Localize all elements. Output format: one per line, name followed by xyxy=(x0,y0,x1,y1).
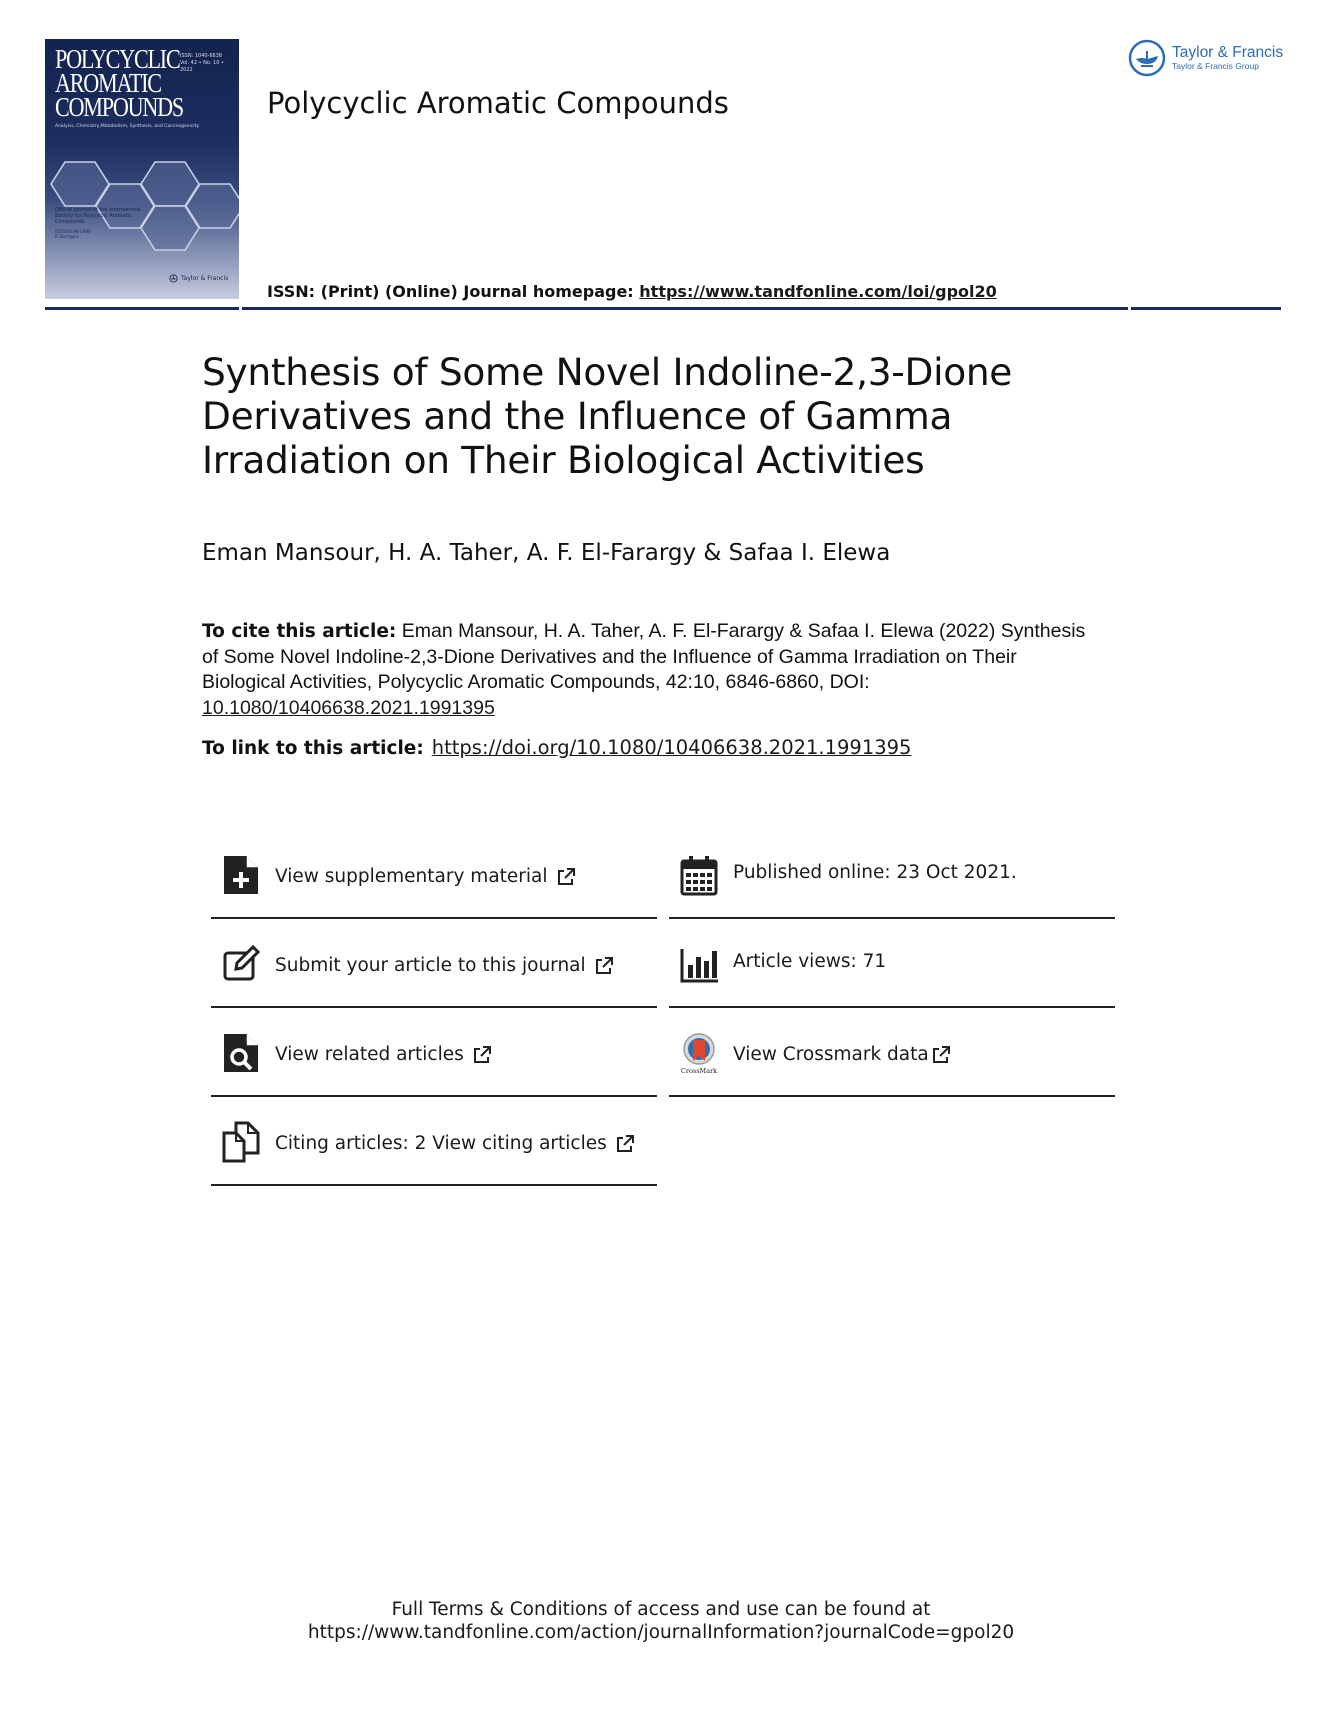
cover-title: POLYCYCLIC AROMATIC COMPOUNDS xyxy=(55,44,183,122)
footer-terms xyxy=(0,1598,1322,1644)
link-label: To link to this article: xyxy=(202,738,424,759)
cover-publisher-label: Taylor & Francis xyxy=(181,275,229,282)
views-label-row xyxy=(733,951,886,972)
citing-articles-cell[interactable] xyxy=(211,1097,657,1186)
related-label-row xyxy=(275,1044,492,1065)
crossmark-cell[interactable] xyxy=(669,1008,1115,1097)
journal-name: Polycyclic Aromatic Compounds xyxy=(267,86,729,120)
submit-label-row xyxy=(275,955,614,976)
footer-line-1: Full Terms & Conditions of access and use can be found at xyxy=(391,1599,931,1620)
cover-society-text: Official Journal of the International Society for Polycyclic Aromatic Compounds xyxy=(55,207,141,225)
cite-doi-link[interactable]: 10.1080/10406638.2021.1991395 xyxy=(202,696,495,719)
journal-cover-image xyxy=(45,39,239,299)
crossmark-label-row xyxy=(733,1044,951,1065)
citation-block xyxy=(202,619,1102,721)
logo-sub-text: Taylor & Francis Group xyxy=(1172,61,1259,71)
issn-prefix: ISSN: (Print) (Online) Journal homepage: xyxy=(267,282,640,301)
file-plus-icon xyxy=(222,854,260,896)
issn-line xyxy=(267,282,997,301)
related-articles-link[interactable]: View related articles xyxy=(275,1044,464,1065)
cite-text: Eman Mansour, H. A. Taher, A. F. El-Farargy & Safaa I. Elewa (2022) Synthesis of Some Novel Indoline-2,3-Dione Derivatives and the Influence of Gamma Irradiation on Their Biological Activities, Polycyclic Aromatic Compounds, 42:10, 6846-6860, DOI: xyxy=(202,620,1086,693)
taylor-francis-logo[interactable] xyxy=(1128,39,1283,77)
related-articles-cell[interactable] xyxy=(211,1008,657,1097)
citing-label-row xyxy=(275,1133,635,1154)
citing-articles-link[interactable]: Citing articles: 2 View citing articles xyxy=(275,1133,607,1154)
supplementary-cell[interactable] xyxy=(211,830,657,919)
crossmark-icon xyxy=(680,1032,718,1074)
publisher-mini-logo-icon xyxy=(169,274,178,283)
submit-article-link[interactable]: Submit your article to this journal xyxy=(275,955,586,976)
crossmark-badge-text: CrossMark xyxy=(680,1067,718,1074)
footer-terms-link[interactable]: https://www.tandfonline.com/action/journalInformation?journalCode=gpol20 xyxy=(307,1622,1015,1643)
published-online-cell xyxy=(669,830,1115,919)
article-authors: Eman Mansour, H. A. Taher, A. F. El-Farargy & Safaa I. Elewa xyxy=(202,540,891,566)
published-label-row xyxy=(733,862,1017,883)
cover-issn: ISSN: 1040-6638 Vol. 42 • No. 10 • 2022 xyxy=(180,53,224,73)
calendar-icon xyxy=(680,854,718,896)
submit-article-cell[interactable] xyxy=(211,919,657,1008)
article-views-cell xyxy=(669,919,1115,1008)
article-views-text: Article views: 71 xyxy=(733,951,887,972)
edit-icon xyxy=(222,943,260,985)
external-link-icon xyxy=(931,1045,951,1065)
article-doi-link[interactable]: https://doi.org/10.1080/10406638.2021.1991395 xyxy=(431,736,912,759)
journal-homepage-link[interactable]: https://www.tandfonline.com/loi/gpol20 xyxy=(639,282,997,301)
external-link-icon xyxy=(615,1134,635,1154)
cover-subtitle: Analysis, Chemistry,Metabolism, Synthesis, and Carcinogenicity xyxy=(55,124,200,129)
external-link-icon xyxy=(472,1045,492,1065)
cite-label: To cite this article: xyxy=(202,621,397,642)
cover-editors: EDITORS-IN-CHIEF P. Garrigues xyxy=(55,229,92,239)
bar-chart-icon xyxy=(680,943,718,985)
file-search-icon xyxy=(222,1032,260,1074)
logo-main-text: Taylor & Francis xyxy=(1172,44,1284,61)
external-link-icon xyxy=(594,956,614,976)
external-link-icon xyxy=(556,867,576,887)
cover-publisher xyxy=(169,274,239,283)
copy-documents-icon xyxy=(222,1121,260,1163)
taylor-francis-lamp-icon xyxy=(1128,39,1166,77)
header-divider xyxy=(45,307,1281,310)
supplementary-label-row xyxy=(275,866,576,887)
supplementary-link[interactable]: View supplementary material xyxy=(275,866,548,887)
published-online-text: Published online: 23 Oct 2021. xyxy=(733,862,1017,883)
article-title: Synthesis of Some Novel Indoline-2,3-Dione Derivatives and the Influence of Gamma Irradiation on Their Biological Activities xyxy=(202,350,1013,482)
article-link-line xyxy=(202,736,911,759)
crossmark-link[interactable]: View Crossmark data xyxy=(733,1044,929,1065)
